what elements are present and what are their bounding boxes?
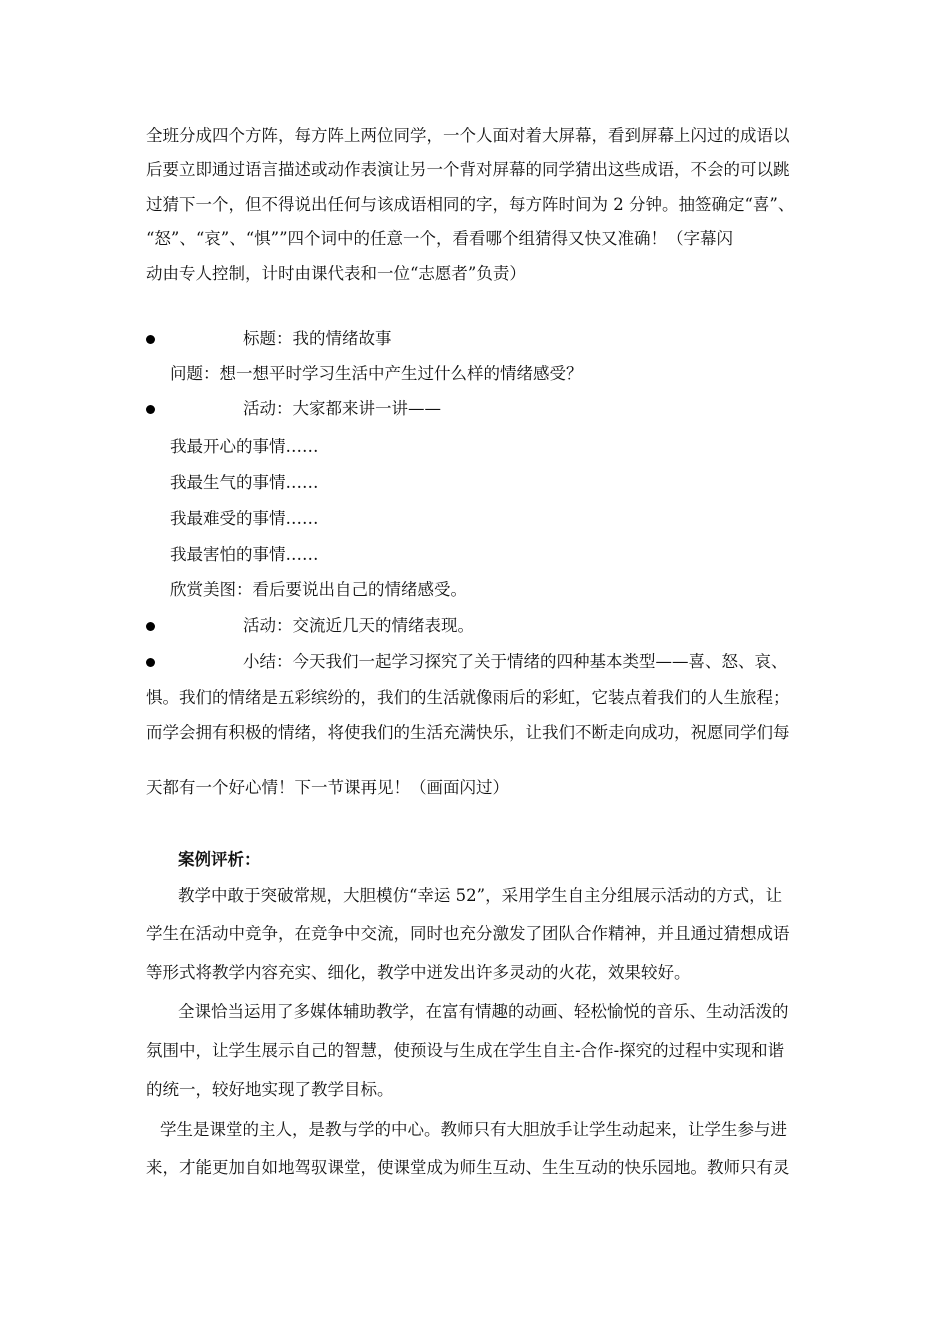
bullet-icon xyxy=(146,622,155,631)
paragraph-line: “怒”、“哀”、“惧””四个词中的任意一个，看看哪个组猜得又快又准确！（字幕闪 xyxy=(146,229,734,248)
list-item: 我最生气的事情…… xyxy=(170,473,319,492)
bullet-text: 标题：我的情绪故事 xyxy=(243,329,392,348)
section-heading: 案例评析： xyxy=(178,850,261,869)
bullet-text: 活动：交流近几天的情绪表现。 xyxy=(243,616,474,635)
summary-line: 而学会拥有积极的情绪，将使我们的生活充满快乐，让我们不断走向成功，祝愿同学们每 xyxy=(146,723,790,742)
paragraph-line: 全班分成四个方阵，每方阵上两位同学，一个人面对着大屏幕，看到屏幕上闪过的成语以 xyxy=(146,126,790,145)
analysis-line: 等形式将教学内容充实、细化，教学中迸发出许多灵动的火花，效果较好。 xyxy=(146,963,691,982)
list-item: 我最害怕的事情…… xyxy=(170,545,319,564)
bullet-icon xyxy=(146,405,155,414)
summary-line: 惧。我们的情绪是五彩缤纷的，我们的生活就像雨后的彩虹，它装点着我们的人生旅程； xyxy=(146,688,790,707)
bullet-text: 活动：大家都来讲一讲—— xyxy=(243,399,441,418)
analysis-line: 的统一，较好地实现了教学目标。 xyxy=(146,1080,394,1099)
analysis-line: 来，才能更加自如地驾驭课堂，使课堂成为师生互动、生生互动的快乐园地。教师只有灵 xyxy=(146,1158,790,1177)
bullet-text: 小结：今天我们一起学习探究了关于情绪的四种基本类型——喜、怒、哀、 xyxy=(243,652,788,671)
bullet-icon xyxy=(146,658,155,667)
analysis-line: 教学中敢于突破常规，大胆模仿“幸运 52”，采用学生自主分组展示活动的方式，让 xyxy=(178,886,783,905)
paragraph-line: 动由专人控制，计时由课代表和一位“志愿者”负责） xyxy=(146,264,526,283)
list-item: 我最难受的事情…… xyxy=(170,509,319,528)
paragraph-line: 后要立即通过语言描述或动作表演让另一个背对屏幕的同学猜出这些成语，不会的可以跳 xyxy=(146,160,790,179)
list-item: 我最开心的事情…… xyxy=(170,437,319,456)
analysis-line: 学生在活动中竞争，在竞争中交流，同时也充分激发了团队合作精神，并且通过猜想成语 xyxy=(146,924,790,943)
analysis-line: 全课恰当运用了多媒体辅助教学，在富有情趣的动画、轻松愉悦的音乐、生动活泼的 xyxy=(178,1002,789,1021)
question-line: 问题：想一想平时学习生活中产生过什么样的情绪感受？ xyxy=(170,364,583,383)
paragraph-line: 过猜下一个，但不得说出任何与该成语相同的字，每方阵时间为 2 分钟。抽签确定“喜”、 xyxy=(146,195,795,214)
bullet-icon xyxy=(146,335,155,344)
analysis-line: 学生是课堂的主人，是教与学的中心。教师只有大胆放手让学生动起来，让学生参与进 xyxy=(160,1120,787,1139)
analysis-line: 氛围中，让学生展示自己的智慧，使预设与生成在学生自主-合作-探究的过程中实现和谐 xyxy=(146,1041,785,1060)
appreciate-line: 欣赏美图：看后要说出自己的情绪感受。 xyxy=(170,580,467,599)
summary-line: 天都有一个好心情！下一节课再见！（画面闪过） xyxy=(146,778,509,797)
